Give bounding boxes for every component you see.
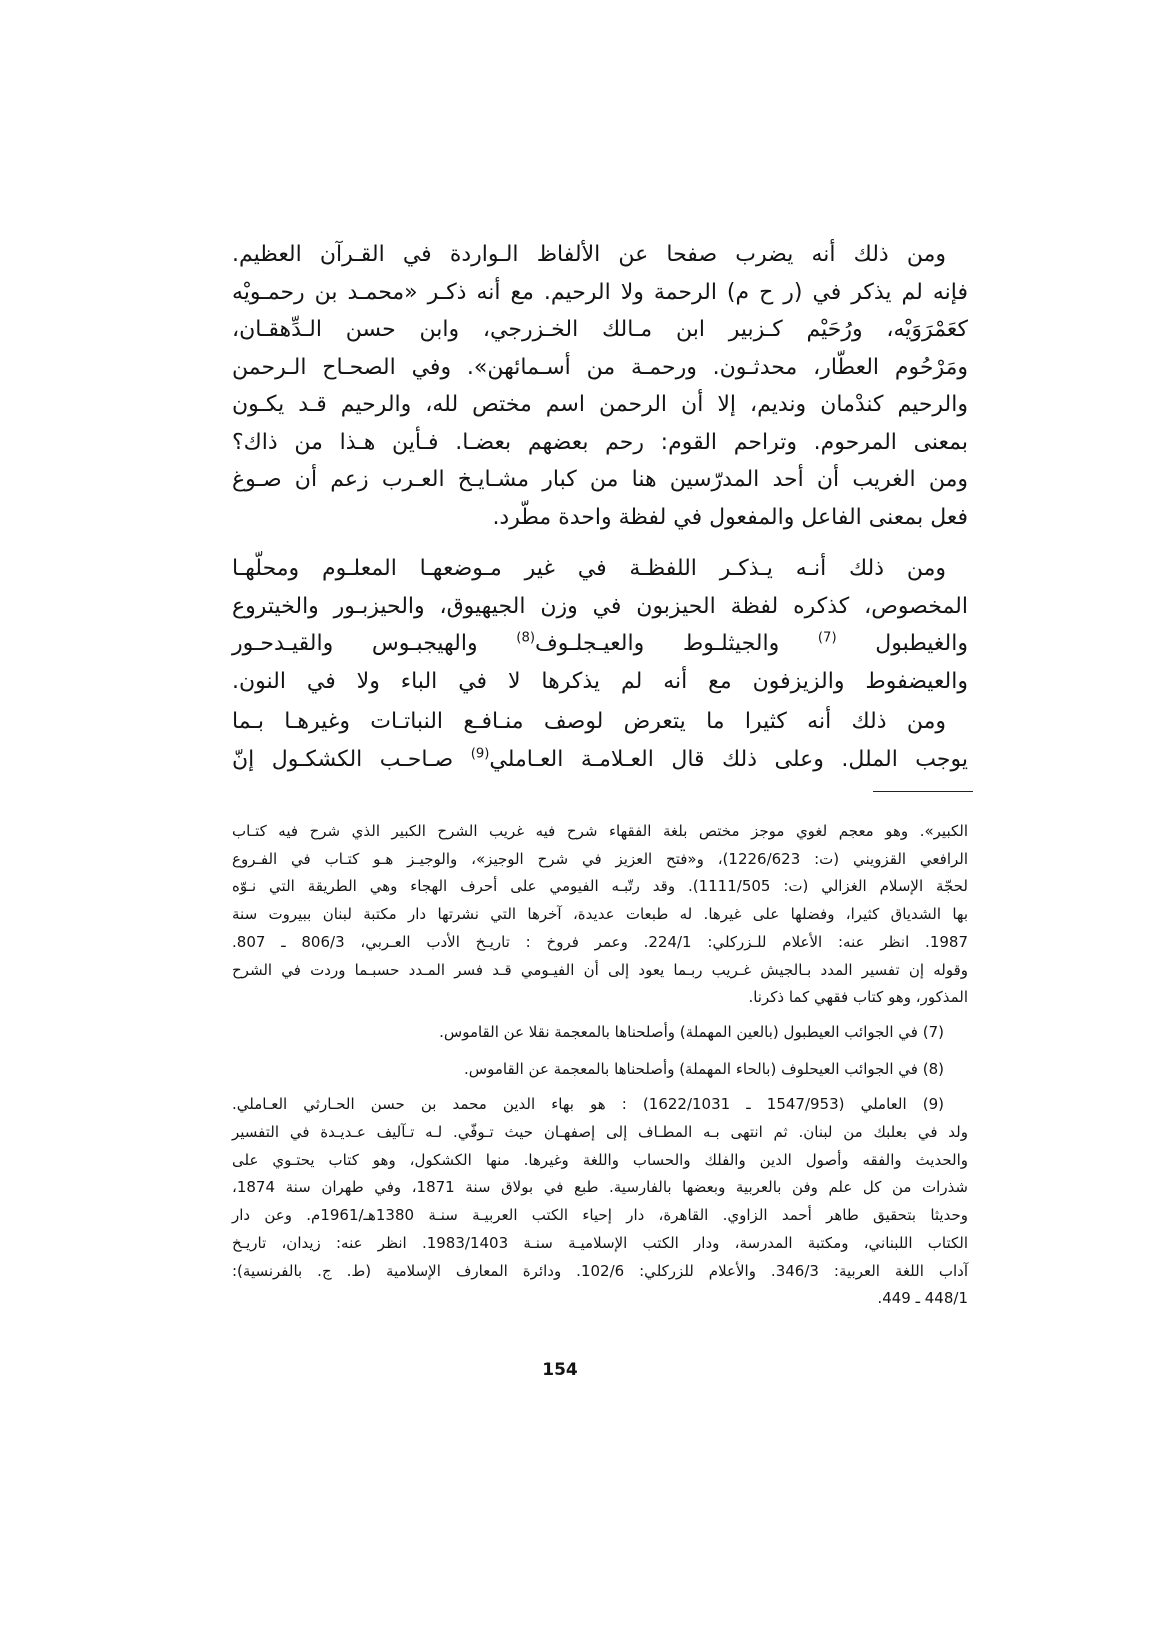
paragraph [232,236,968,536]
footnote-ref: (8) [516,630,535,646]
page-content [232,236,968,1382]
footnote-ref: (9) [470,746,490,762]
main-text-line: ومن ذلك أنه كثيرا ما يتعرض لوصف منـافـع النباتـات وغيرهـا بـما [232,709,946,734]
main-text-line: ومَرْحُوم العطّار، محدثـون. ورحمـة من أسـمائهن». وفي الصحـاح الـرحمن [232,354,968,380]
footnote-line: 1987. انظر عنه: الأعلام للـزركلي: 224/1. وعمر فروخ : تاريـخ الأدب العـربي، 806/3 ـ 807. [232,932,968,951]
main-text-line: كعَمْرَوَيْه، ورُحَيْم كـزبير ابن مـالك الخـزرجي، وابن حسن الـدِّهقـان، [232,317,968,342]
footnote-line: والحديث والفقه وأصول الدين والفلك والحساب واللغة وغيرها. منها الكشكول، وهو كتاب يحتـوي على [232,1150,968,1169]
footnote-line: الكبير». وهو معجم لغوي موجز مختص بلغة الفقهاء شرح فيه غريب الشرح الكبير الذي شرح فيه كتـاب [232,822,968,840]
footnote-line: آداب اللغة العربية: 346/3. والأعلام للزركلي: 102/6. ودائرة المعارف الإسلامية (ط. ج. بالفرنسية): [232,1261,968,1280]
main-text [232,236,968,778]
main-text-line: ومن الغريب أن أحد المدرّسين هنا من كبار مشـايـخ العـرب زعم أن صـوغ [232,467,968,492]
footnote-9 [232,1091,968,1313]
footnote-line: شذرات من كل علم وفن بالعربية وبعضها بالفارسية. طبع في بولاق سنة 1871، وفي طهران سنة 1874، [232,1178,969,1197]
text-segment: يوجب الملل. وعلى ذلك قال العـلامـة العـاملي [489,746,968,772]
main-text-line: فإنه لم يذكر في (ر ح م) الرحمة ولا الرحيم. مع أنه ذكـر «محمـد بن رحمـويْه [232,279,968,305]
paragraph [232,550,968,700]
footnote-line: بها الشدياق كثيرا، وفضلها على غيرها. له طبعات عديدة، آخرها التي نشرتها دار مكتبة لبنان ببيروت سنة [232,905,968,924]
footnote-7 [232,1019,968,1047]
text-segment: صـاحـب الكشكـول إنّ [232,746,471,772]
footnote-ref: (7) [817,630,837,646]
footnote-line: المذكور، وهو كتاب فقهي كما ذكرنا. [748,988,968,1007]
footnote-line: 448/1 ـ 449. [877,1289,968,1308]
text-segment: والجيثلـوط والعيـجلـوف [534,631,818,656]
footnote-separator [873,791,973,792]
main-text-line [232,741,968,779]
footnote-8 [232,1056,968,1084]
main-text-line: بمعنى المرحوم. وتراحم القوم: رحم بعضهم بعضـا. فـأين هـذا من ذاك؟ [232,429,968,455]
text-segment: والغيطبول [836,631,968,656]
main-text-line: ومن ذلك أنه يضرب صفحا عن الألفاظ الـواردة في القـرآن العظيم. [232,242,946,267]
text-segment: والهيجبـوس والقيـدحـور [232,631,517,656]
main-text-line: فعل بمعنى الفاعل والمفعول في لفظة واحدة مطّرد. [492,504,968,530]
footnote-line: ولد في بعلبك من لبنان. ثم انتهى بـه المطـاف إلى إصفهـان حيث تـوفّي. لـه تـآليف عـديـدة في التفسير [232,1123,968,1142]
footnotes [232,818,968,1313]
footnote-line: الرافعي القزويني (ت: 1226/623)، و«فتح العزيز في شرح الوجيز»، والوجيـز هـو كتـاب في الفـروع [232,849,968,868]
main-text-line: والرحيم كندْمان ونديم، إلا أن الرحمن اسم مختص لله، والرحيم قـد يكـون [232,392,968,417]
page-number: 154 [542,1359,578,1380]
main-text-line: المخصوص، كذكره لفظة الحيزبون في وزن الجيهيوق، والحيزبـور والخيتروع [232,593,968,619]
footnote-continuation [232,818,968,1012]
footnote-line: الكتاب اللبناني، ومكتبة المدرسة، ودار الكتب الإسلاميـة سنـة 1983/1403. انظر عنه: زيدان، تاريـخ [232,1233,968,1252]
main-text-line: ومن ذلك أنـه يـذكـر اللفظـة في غير مـوضعهـا المعلـوم ومحلّهـا [232,556,946,581]
footnote-line: لحجّة الإسلام الغزالي (ت: 1111/505). وقد رتّبـه الفيومي على أحرف الهجاء وهي الطريقة التي نـوّه [232,877,968,896]
footnote-line: وقوله إن تفسير المدد بـالجيش غـريب ربـما يعود إلى أن الفيـومي قـد فسر المـدد حسبـما وردت في الشرح [232,960,968,979]
footnote-line: (9) العاملي (1547/953 ـ 1622/1031) : هو بهاء الدين محمد بن حسن الحـارثي العـاملي. [232,1095,944,1114]
footnote-line: وحديثا بتحقيق طاهر أحمد الزاوي. القاهرة، دار إحياء الكتب العربيـة سنـة 1380هـ/1961م. وعن دار [232,1206,968,1225]
footnote-line: (8) في الجوائب العيحلوف (بالحاء المهملة) وأصلحناها بالمعجمة عن القاموس. [464,1059,944,1078]
main-text-line: والعيضفوط والزيزفون مع أنه لم يذكرها لا في الباء ولا في النون. [232,668,968,694]
paragraph [232,703,968,778]
main-text-line [232,625,968,663]
footnote-line: (7) في الجوائب العيطبول (بالعين المهملة) وأصلحناها بالمعجمة نقلا عن القاموس. [439,1022,944,1041]
